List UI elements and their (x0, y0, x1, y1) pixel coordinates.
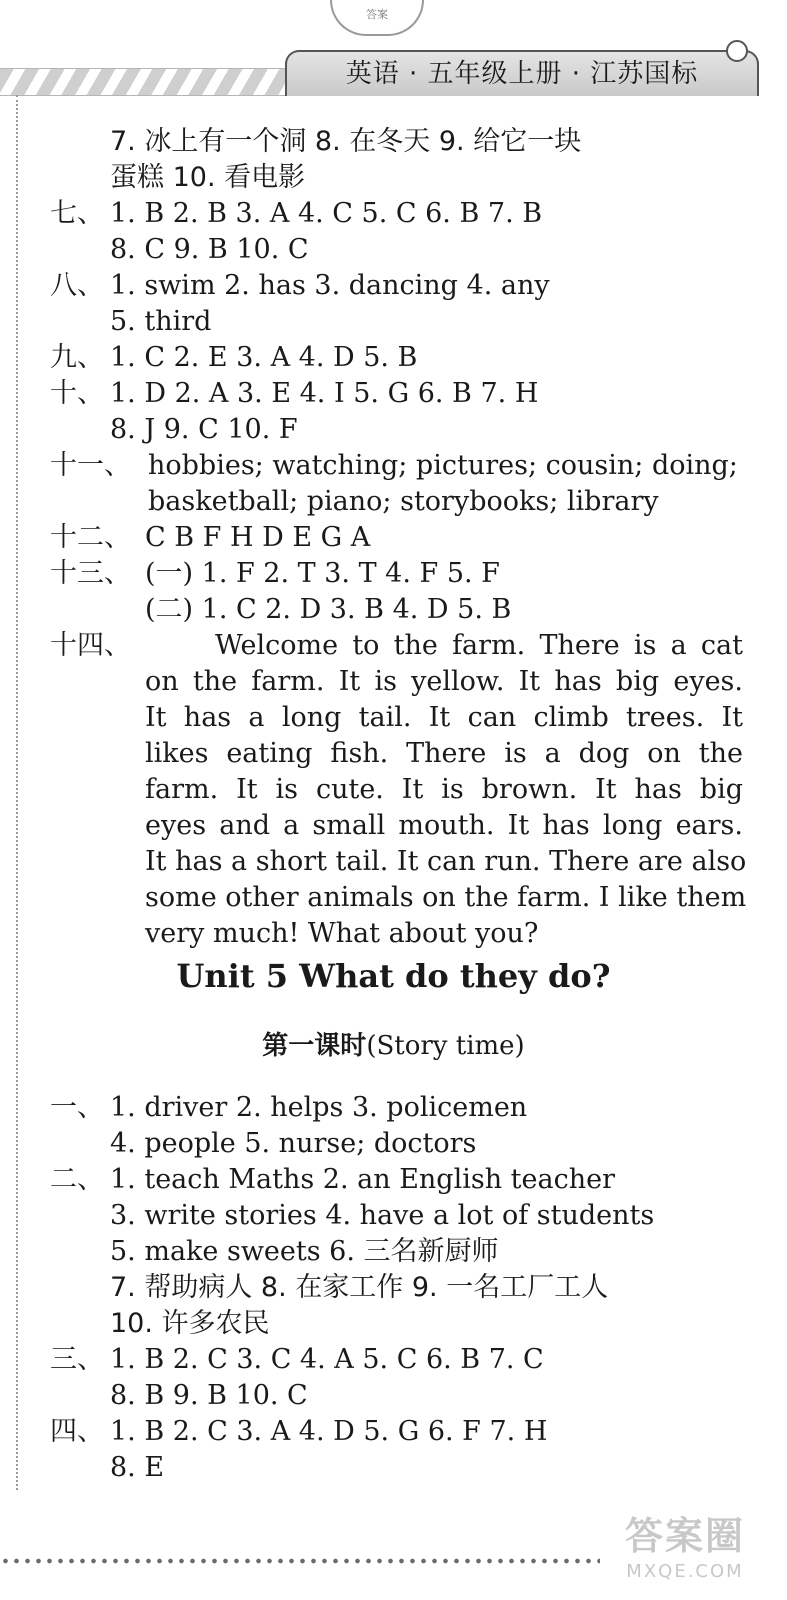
question-number: 三、 (50, 1344, 104, 1375)
answer-text: (一) 1. F 2. T 3. T 4. F 5. F (145, 558, 500, 589)
answer-row (0, 268, 787, 304)
question-number: 九、 (50, 342, 104, 373)
answer-text: 1. D 2. A 3. E 4. I 5. G 6. B 7. H (110, 378, 539, 409)
answer-row (0, 1090, 787, 1126)
passage-text: It has a short tail. It can run. There are also (145, 846, 747, 877)
passage-text: some other animals on the farm. I like them (145, 882, 747, 913)
answer-row (0, 520, 787, 556)
answer-text: basketball; piano; storybooks; library (148, 486, 659, 517)
answer-row (0, 484, 787, 520)
passage-text: It has a long tail. It can climb trees. It (145, 702, 743, 733)
header-tab (285, 50, 759, 96)
passage-line (0, 772, 787, 808)
answer-rows-part2 (0, 1090, 787, 1486)
answer-text: hobbies; watching; pictures; cousin; doing; (148, 450, 738, 481)
lesson-title-cn: 第一课时 (262, 1031, 367, 1061)
answer-row (0, 376, 787, 412)
passage-line (0, 916, 787, 952)
passage-text: eyes and a small mouth. It has long ears. (145, 810, 743, 841)
question-number: 二、 (50, 1164, 104, 1195)
answer-text: 1. B 2. C 3. A 4. D 5. G 6. F 7. H (110, 1416, 548, 1447)
answer-row (0, 160, 787, 196)
lesson-title-en: (Story time) (366, 1031, 525, 1061)
answer-text: C B F H D E G A (145, 522, 371, 553)
passage-text: very much! What about you? (145, 918, 539, 949)
watermark (600, 1512, 770, 1592)
watermark-sub: MXQE.COM (626, 1561, 744, 1582)
passage-text: on the farm. It is yellow. It has big eyes. (145, 666, 743, 697)
passage-text: farm. It is cute. It is brown. It has big (145, 774, 743, 805)
header-title: 英语 · 五年级上册 · 江苏国标 (345, 59, 699, 89)
answer-text: 1. B 2. C 3. C 4. A 5. C 6. B 7. C (110, 1344, 544, 1375)
answer-text: 1. swim 2. has 3. dancing 4. any (110, 270, 550, 301)
passage-line (0, 808, 787, 844)
answer-row (0, 1378, 787, 1414)
question-number: 一、 (50, 1092, 104, 1123)
answer-row (0, 1126, 787, 1162)
answer-row (0, 340, 787, 376)
answer-row (0, 1450, 787, 1486)
answer-text: 10. 许多农民 (110, 1308, 270, 1339)
question-number: 七、 (50, 198, 104, 229)
lesson-title (0, 1028, 787, 1064)
passage-text: Welcome to the farm. There is a cat (215, 630, 743, 661)
question-number: 八、 (50, 270, 104, 301)
answer-text: 8. B 9. B 10. C (110, 1380, 308, 1411)
answer-text: (二) 1. C 2. D 3. B 4. D 5. B (145, 594, 512, 625)
answer-content (0, 124, 787, 952)
answer-text: 3. write stories 4. have a lot of students (110, 1200, 655, 1231)
answer-row (0, 232, 787, 268)
question-number: 十三、 (50, 558, 131, 589)
footer-dots (0, 1556, 600, 1566)
passage-line (0, 700, 787, 736)
answer-row (0, 1270, 787, 1306)
watermark-main: 答案圈 (624, 1514, 745, 1558)
passage-text: likes eating fish. There is a dog on the (145, 738, 743, 769)
answer-text: 4. people 5. nurse; doctors (110, 1128, 477, 1159)
answer-row (0, 1414, 787, 1450)
answer-text: 8. J 9. C 10. F (110, 414, 298, 445)
answer-text: 蛋糕 10. 看电影 (110, 162, 306, 193)
question-number: 十二、 (50, 522, 131, 553)
answer-row (0, 1198, 787, 1234)
answer-text: 1. teach Maths 2. an English teacher (110, 1164, 615, 1195)
question-number: 四、 (50, 1416, 104, 1447)
question-number: 十、 (50, 378, 104, 409)
answer-text: 8. C 9. B 10. C (110, 234, 309, 265)
answer-text: 1. B 2. B 3. A 4. C 5. C 6. B 7. B (110, 198, 543, 229)
answer-rows-part1 (0, 124, 787, 628)
answer-row (0, 1162, 787, 1198)
answer-row (0, 592, 787, 628)
answer-text: 7. 帮助病人 8. 在家工作 9. 一名工厂工人 (110, 1272, 609, 1303)
question-number: 十一、 (50, 450, 131, 481)
answer-row (0, 1342, 787, 1378)
answer-text: 1. driver 2. helps 3. policemen (110, 1092, 528, 1123)
answer-row (0, 412, 787, 448)
answer-row (0, 124, 787, 160)
answer-row (0, 1234, 787, 1270)
unit-title: Unit 5 What do they do? (176, 957, 611, 995)
passage-block (0, 628, 787, 952)
passage-line (0, 628, 787, 664)
answer-text: 5. third (110, 306, 212, 337)
passage-line (0, 736, 787, 772)
passage-line (0, 880, 787, 916)
answer-text: 7. 冰上有一个洞 8. 在冬天 9. 给它一块 (110, 126, 582, 157)
header-ring (726, 40, 748, 62)
answer-text: 5. make sweets 6. 三名新厨师 (110, 1236, 499, 1267)
answer-row (0, 556, 787, 592)
header-stripe (0, 68, 300, 96)
passage-line (0, 664, 787, 700)
answer-text: 1. C 2. E 3. A 4. D 5. B (110, 342, 418, 373)
answer-row (0, 1306, 787, 1342)
answer-row (0, 196, 787, 232)
passage-line (0, 844, 787, 880)
answer-row (0, 448, 787, 484)
answer-row (0, 304, 787, 340)
answer-text: 8. E (110, 1452, 165, 1483)
top-stamp: 答案 (330, 0, 424, 36)
question-number: 十四、 (50, 630, 131, 661)
